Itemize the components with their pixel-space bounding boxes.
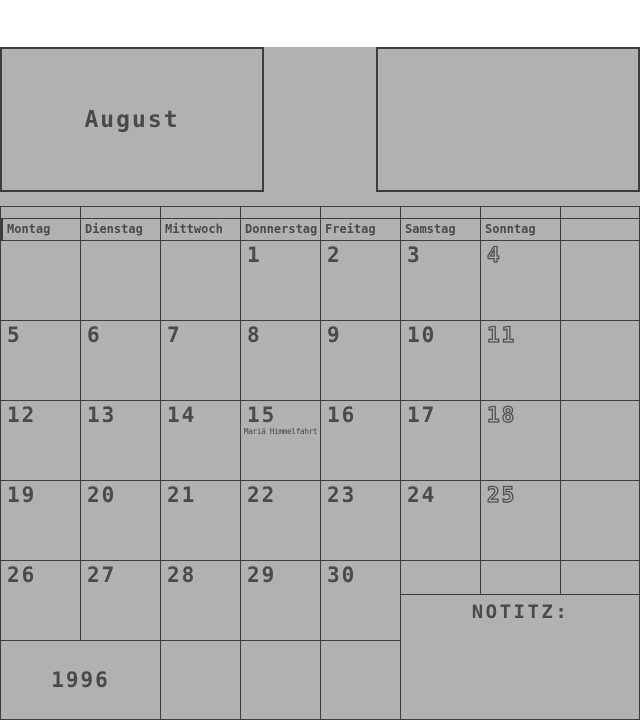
- day-cell-15: [240, 400, 320, 480]
- day-number: 30: [327, 563, 357, 587]
- day-cell-26: [0, 560, 80, 640]
- day-cell-19: [0, 480, 80, 560]
- day-cell-8: [240, 320, 320, 400]
- weekday-header-samstag: Samstag: [400, 218, 480, 240]
- weekday-header-donnerstag: Donnerstag: [240, 218, 320, 240]
- day-cell-5: [0, 320, 80, 400]
- day-number: 4: [487, 243, 502, 267]
- day-number: 13: [87, 403, 117, 427]
- day-cell-empty: [80, 240, 160, 320]
- year-label: 1996: [51, 668, 110, 692]
- month-title-box: [0, 47, 264, 192]
- day-number: 25: [487, 483, 517, 507]
- day-number: 28: [167, 563, 197, 587]
- bottom-empty-cell: [240, 640, 320, 719]
- day-number: 24: [407, 483, 437, 507]
- day-number: 11: [487, 323, 517, 347]
- day-number: 16: [327, 403, 357, 427]
- day-cell-13: [80, 400, 160, 480]
- spacer-cell: [480, 206, 560, 218]
- bottom-empty-cell: [320, 640, 400, 719]
- day-cell-12: [0, 400, 80, 480]
- day-cell-28: [160, 560, 240, 640]
- page-top-strip: [0, 0, 640, 47]
- day-number: 12: [7, 403, 37, 427]
- day-cell-23: [320, 480, 400, 560]
- day-number: 8: [247, 323, 262, 347]
- day-number: 15: [247, 403, 277, 427]
- spacer-cell: [400, 206, 480, 218]
- weekday-header-empty: [560, 218, 640, 240]
- empty-title-box: [376, 47, 640, 192]
- day-cell-empty: [0, 240, 80, 320]
- weekday-header-dienstag: Dienstag: [80, 218, 160, 240]
- day-cell-11: [480, 320, 560, 400]
- day-number: 1: [247, 243, 262, 267]
- day-cell-24: [400, 480, 480, 560]
- short-cell: [400, 560, 480, 594]
- extra-cell: [560, 320, 640, 400]
- month-title: August: [84, 106, 180, 133]
- weekday-header-montag: Montag: [0, 218, 80, 240]
- day-number: 29: [247, 563, 277, 587]
- day-cell-20: [80, 480, 160, 560]
- day-number: 9: [327, 323, 342, 347]
- day-number: 7: [167, 323, 182, 347]
- day-number: 21: [167, 483, 197, 507]
- holiday-label: Mariä Himmelfahrt: [243, 427, 318, 436]
- spacer-cell: [560, 206, 640, 218]
- spacer-cell: [160, 206, 240, 218]
- day-number: 27: [87, 563, 117, 587]
- day-cell-9: [320, 320, 400, 400]
- day-number: 3: [407, 243, 422, 267]
- notes-label: NOTITZ:: [471, 601, 570, 623]
- day-cell-18: [480, 400, 560, 480]
- spacer-cell: [240, 206, 320, 218]
- day-number: 14: [167, 403, 197, 427]
- weekday-header-freitag: Freitag: [320, 218, 400, 240]
- day-cell-10: [400, 320, 480, 400]
- spacer-cell: [0, 206, 80, 218]
- day-cell-14: [160, 400, 240, 480]
- day-number: 22: [247, 483, 277, 507]
- day-cell-30: [320, 560, 400, 640]
- day-number: 10: [407, 323, 437, 347]
- extra-cell: [560, 240, 640, 320]
- short-cell: [480, 560, 560, 594]
- day-cell-17: [400, 400, 480, 480]
- day-cell-empty: [160, 240, 240, 320]
- day-number: 17: [407, 403, 437, 427]
- day-cell-21: [160, 480, 240, 560]
- weekday-header-sonntag: Sonntag: [480, 218, 560, 240]
- day-cell-22: [240, 480, 320, 560]
- day-cell-29: [240, 560, 320, 640]
- day-cell-2: [320, 240, 400, 320]
- day-cell-6: [80, 320, 160, 400]
- day-cell-4: [480, 240, 560, 320]
- day-number: 19: [7, 483, 37, 507]
- notes-area: [400, 594, 640, 719]
- day-number: 2: [327, 243, 342, 267]
- day-number: 20: [87, 483, 117, 507]
- day-number: 18: [487, 403, 517, 427]
- calendar-grid: [0, 206, 640, 720]
- extra-cell: [560, 400, 640, 480]
- day-number: 23: [327, 483, 357, 507]
- short-cell: [560, 560, 640, 594]
- day-cell-25: [480, 480, 560, 560]
- day-cell-3: [400, 240, 480, 320]
- day-number: 5: [7, 323, 22, 347]
- spacer-cell: [320, 206, 400, 218]
- bottom-empty-cell: [160, 640, 240, 719]
- day-cell-7: [160, 320, 240, 400]
- day-cell-1: [240, 240, 320, 320]
- extra-cell: [560, 480, 640, 560]
- day-number: 6: [87, 323, 102, 347]
- day-cell-16: [320, 400, 400, 480]
- year-cell: [0, 640, 160, 719]
- weekday-header-mittwoch: Mittwoch: [160, 218, 240, 240]
- day-cell-27: [80, 560, 160, 640]
- day-number: 26: [7, 563, 37, 587]
- spacer-cell: [80, 206, 160, 218]
